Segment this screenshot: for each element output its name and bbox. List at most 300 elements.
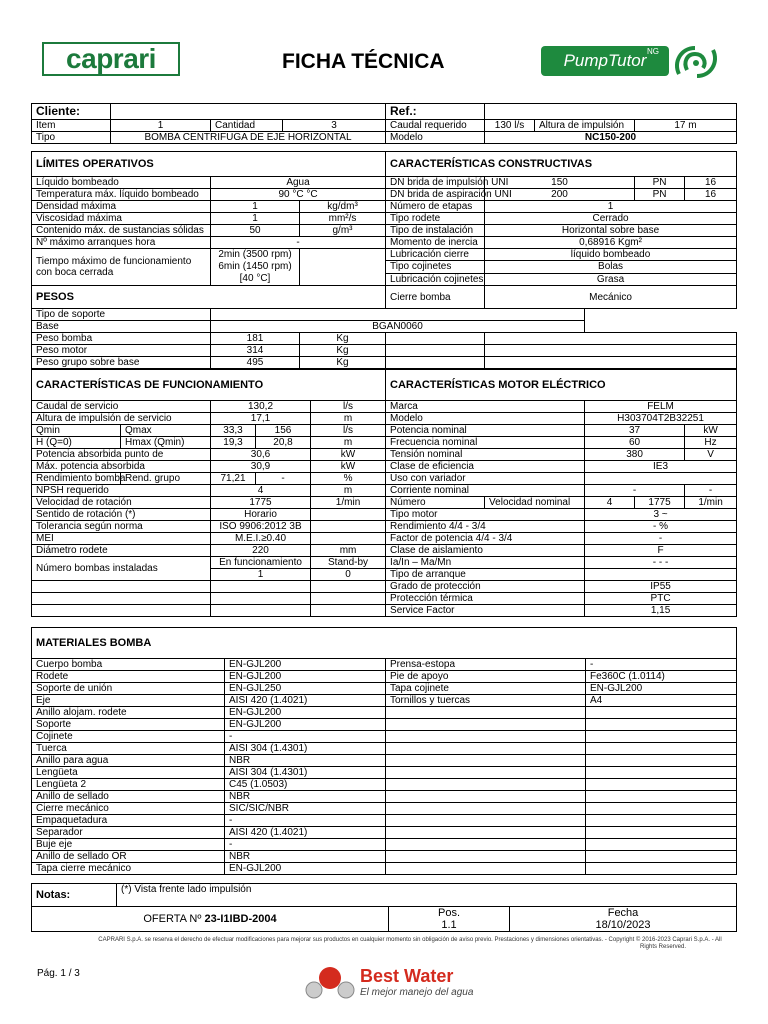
limit-unit: kg/dm³ [300, 201, 386, 213]
op-unit: m [311, 485, 386, 497]
motor-value: - % [585, 521, 737, 533]
material-value: NBR [225, 791, 386, 803]
op-label: Máx. potencia absorbida [32, 461, 211, 473]
material-part [386, 863, 586, 875]
material-part: Eje [32, 695, 225, 707]
pn-label: PN [635, 189, 685, 201]
material-value [586, 839, 737, 851]
limit-value: 2min (3500 rpm) 6min (1450 rpm) [40 °C] [211, 249, 300, 286]
material-value [586, 719, 737, 731]
pumptutor-sup: NG [647, 47, 659, 56]
info-cell: NC150-200 [485, 132, 737, 144]
op-unit: kW [311, 461, 386, 473]
op-value: 30,9 [211, 461, 311, 473]
material-part: Separador [32, 827, 225, 839]
material-part [386, 719, 586, 731]
constructive-label: Momento de inercia [386, 237, 485, 249]
material-value: Fe360C (1.0114) [586, 671, 737, 683]
constructive-label: Base [32, 321, 211, 333]
pn-label: PN [635, 177, 685, 189]
motor-label: Tensión nominal [386, 449, 585, 461]
op-label-2: Rend. grupo [121, 473, 211, 485]
material-value [586, 851, 737, 863]
material-value: AISI 420 (1.4021) [225, 695, 386, 707]
motor-value: 3 ~ [585, 509, 737, 521]
limit-label: Temperatura máx. líquido bombeado [32, 189, 211, 201]
material-value [586, 707, 737, 719]
pumptutor-label: PumpTutor [563, 51, 647, 70]
dn-value: 200 [485, 189, 635, 201]
op-unit [311, 593, 386, 605]
op-value-2: 156 [256, 425, 311, 437]
material-part: Cierre mecánico [32, 803, 225, 815]
op-value: 19,3 [211, 437, 256, 449]
info-cell: 17 m [635, 120, 737, 132]
weight-unit: Kg [300, 357, 386, 369]
date [510, 907, 737, 932]
material-part: Soporte de unión [32, 683, 225, 695]
table-row [32, 827, 737, 839]
motor-label: Service Factor [386, 605, 585, 617]
op-unit [311, 533, 386, 545]
best-water-tagline: El mejor manejo del agua [360, 987, 474, 998]
limit-label: Densidad máxima [32, 201, 211, 213]
constructive-label: Tipo de soporte [32, 309, 211, 321]
client-info-table [31, 103, 737, 144]
op-label: Sentido de rotación (*) [32, 509, 211, 521]
motor-label: Frecuencia nominal [386, 437, 585, 449]
weight-value: 495 [211, 357, 300, 369]
table-row [32, 707, 737, 719]
table-row [32, 449, 737, 461]
motor-label: Factor de potencia 4/4 - 3/4 [386, 533, 585, 545]
page-number: Pág. 1 / 3 [37, 968, 80, 979]
material-value: - [225, 731, 386, 743]
dn-value: 150 [485, 177, 635, 189]
table-row [32, 683, 737, 695]
material-value: EN-GJL200 [225, 707, 386, 719]
motor-value: 380 [585, 449, 685, 461]
table-row [32, 213, 737, 225]
motor-value: H303704T2B32251 [585, 413, 737, 425]
constructive-value: Mecánico [485, 286, 737, 309]
page-title: FICHA TÉCNICA [282, 50, 445, 73]
constructive-value [485, 345, 737, 357]
table-row [32, 309, 737, 321]
table-row [32, 461, 737, 473]
table-row [32, 437, 737, 449]
material-part [386, 743, 586, 755]
info-cell: Modelo [386, 132, 485, 144]
motor-label: Tipo motor [386, 509, 585, 521]
motor-value: 1,15 [585, 605, 737, 617]
material-part [386, 707, 586, 719]
info-cell: Tipo [32, 132, 111, 144]
notes-section [31, 883, 737, 932]
info-cell: 1 [111, 120, 211, 132]
constructive-value [485, 357, 737, 369]
motor-value: - [585, 485, 685, 497]
op-value: 130,2 [211, 401, 311, 413]
table-row [32, 345, 737, 357]
table-row [32, 815, 737, 827]
limit-value: Agua [211, 177, 386, 189]
info-cell: Altura de impulsión [535, 120, 635, 132]
motor-label: Rendimiento 4/4 - 3/4 [386, 521, 585, 533]
constructive-label: Tipo de instalación [386, 225, 485, 237]
table-row [32, 333, 737, 345]
material-value [586, 827, 737, 839]
pumptutor-logo [541, 46, 669, 76]
material-value: NBR [225, 755, 386, 767]
material-value: EN-GJL250 [225, 683, 386, 695]
disclaimer-rights: Rights Reserved. [640, 944, 687, 950]
op-label: Diámetro rodete [32, 545, 211, 557]
op-unit [311, 509, 386, 521]
table-row [32, 533, 737, 545]
ref-value [485, 104, 737, 120]
material-value [586, 755, 737, 767]
weight-label: Peso motor [32, 345, 211, 357]
op-value: 30,6 [211, 449, 311, 461]
op-label: Tolerancia según norma [32, 521, 211, 533]
table-row [32, 425, 737, 437]
op-label-2: Hmax (Qmin) [121, 437, 211, 449]
motor-title: CARACTERÍSTICAS MOTOR ELÉCTRICO [386, 370, 737, 401]
disclaimer: CAPRARI S.p.A. se reserva el derecho de efectuar modificaciones para mejorar sus productos en cualquier momento sin obligación de aviso previo. Prestaciones y dimensiones orientativas. - Copyright © 2016-2023 Caprari S.p.A. - All [98, 937, 722, 943]
op-value: Horario [211, 509, 311, 521]
weight-label: Peso bomba [32, 333, 211, 345]
material-part: Prensa-estopa [386, 659, 586, 671]
op-label: Qmin [32, 425, 121, 437]
op-value-2: - [256, 473, 311, 485]
op-value [211, 581, 311, 593]
material-part [386, 851, 586, 863]
op-value-2: 20,8 [256, 437, 311, 449]
table-row [32, 189, 737, 201]
motor-label: Modelo [386, 413, 585, 425]
op-value: 4 [211, 485, 311, 497]
weight-label: Peso grupo sobre base [32, 357, 211, 369]
material-part: Soporte [32, 719, 225, 731]
material-value: - [586, 659, 737, 671]
pumps-standby-label: Stand-by [311, 557, 386, 569]
limit-value: 1 [211, 213, 300, 225]
table-row [32, 743, 737, 755]
table-row [32, 201, 737, 213]
weight-value: 314 [211, 345, 300, 357]
material-part [386, 827, 586, 839]
op-label: NPSH requerido [32, 485, 211, 497]
material-value [586, 743, 737, 755]
op-value: ISO 9906:2012 3B [211, 521, 311, 533]
offer-value: 23-I1IBD-2004 [204, 912, 277, 925]
constructive-value [485, 333, 737, 345]
material-part: Buje eje [32, 839, 225, 851]
info-cell: 3 [283, 120, 386, 132]
constructive-value [211, 309, 585, 321]
constructive-label [386, 345, 485, 357]
limit-value: 90 °C °C [211, 189, 386, 201]
material-part [386, 791, 586, 803]
op-unit: m [311, 437, 386, 449]
caprari-logo: caprari [42, 42, 180, 76]
motor-label-2: Velocidad nominal [485, 497, 585, 509]
constructive-value: 0,68916 Kgm² [485, 237, 737, 249]
material-value: EN-GJL200 [586, 683, 737, 695]
motor-value: IE3 [585, 461, 737, 473]
materials-title: MATERIALES BOMBA [32, 628, 737, 659]
best-water-name: Best Water [360, 966, 454, 986]
material-part: Anillo de sellado [32, 791, 225, 803]
constructive-label: Tipo cojinetes [386, 261, 485, 273]
motor-label: Ia/In – Ma/Mn [386, 557, 585, 569]
date-label: Fecha [607, 907, 639, 919]
table-row [32, 237, 737, 249]
client-label: Cliente: [32, 104, 111, 120]
material-part [386, 731, 586, 743]
material-part: Lengüeta 2 [32, 779, 225, 791]
table-row [32, 521, 737, 533]
table-row [32, 719, 737, 731]
limit-unit [300, 249, 386, 286]
table-row [32, 249, 737, 261]
op-unit [311, 581, 386, 593]
material-value: AISI 420 (1.4021) [225, 827, 386, 839]
op-value: 1775 [211, 497, 311, 509]
table-row [32, 357, 737, 369]
pumptutor-swirl-icon [673, 44, 719, 80]
op-value: 220 [211, 545, 311, 557]
notes-text: (*) Vista frente lado impulsión [117, 884, 737, 907]
op-unit: % [311, 473, 386, 485]
limit-unit: mm²/s [300, 213, 386, 225]
material-value [586, 731, 737, 743]
pumps-installed-label: Número bombas instaladas [32, 557, 211, 581]
table-row [32, 593, 737, 605]
material-value: - [225, 815, 386, 827]
limit-label: Tiempo máximo de funcionamiento con boca cerrada [32, 249, 211, 286]
op-label: Altura de impulsión de servicio [32, 413, 211, 425]
table-row [32, 545, 737, 557]
ref-label: Ref.: [386, 104, 485, 120]
material-part: Rodete [32, 671, 225, 683]
table-row [32, 851, 737, 863]
table-row [32, 401, 737, 413]
table-row [32, 767, 737, 779]
material-value: AISI 304 (1.4301) [225, 743, 386, 755]
motor-unit: kW [685, 425, 737, 437]
table-row [32, 177, 737, 189]
material-value: SIC/SIC/NBR [225, 803, 386, 815]
material-part: Tuerca [32, 743, 225, 755]
op-label: Velocidad de rotación [32, 497, 211, 509]
weights-title: PESOS [32, 286, 386, 309]
motor-label: Tipo de arranque [386, 569, 585, 581]
material-part: Anillo para agua [32, 755, 225, 767]
material-value: - [225, 839, 386, 851]
table-row [32, 791, 737, 803]
op-unit: 1/min [311, 497, 386, 509]
motor-value: - [585, 533, 737, 545]
table-row [32, 413, 737, 425]
table-row [32, 509, 737, 521]
table-row [32, 605, 737, 617]
table-row [32, 671, 737, 683]
pos-label: Pos. [437, 907, 460, 919]
constructive-value: Cerrado [485, 213, 737, 225]
dn-label: DN brida de aspiración UNI [386, 189, 485, 201]
motor-value: 37 [585, 425, 685, 437]
op-unit [311, 521, 386, 533]
date-value: 18/10/2023 [595, 919, 651, 931]
material-part: Empaquetadura [32, 815, 225, 827]
limit-unit: g/m³ [300, 225, 386, 237]
client-value [111, 104, 386, 120]
material-value: EN-GJL200 [225, 719, 386, 731]
material-part: Pie de apoyo [386, 671, 586, 683]
op-unit: l/s [311, 401, 386, 413]
constructive-label: Lubricación cojinetes [386, 273, 485, 285]
weight-value: 181 [211, 333, 300, 345]
material-part: Anillo de sellado OR [32, 851, 225, 863]
motor-label: Clase de aislamiento [386, 545, 585, 557]
table-row [32, 473, 737, 485]
motor-label: Clase de eficiencia [386, 461, 585, 473]
operation-section [31, 369, 737, 617]
material-part [386, 803, 586, 815]
pumps-running-value: 1 [211, 569, 311, 581]
info-cell: Cantidad [211, 120, 283, 132]
motor-value: PTC [585, 593, 737, 605]
motor-label: Potencia nominal [386, 425, 585, 437]
op-value: M.E.I.≥0.40 [211, 533, 311, 545]
material-value: EN-GJL200 [225, 671, 386, 683]
operation-title: CARACTERÍSTICAS DE FUNCIONAMIENTO [32, 370, 386, 401]
limit-label: Viscosidad máxima [32, 213, 211, 225]
limit-value: 1 [211, 201, 300, 213]
constructive-label: Tipo rodete [386, 213, 485, 225]
material-part: Cuerpo bomba [32, 659, 225, 671]
op-label: Rendimiento bomba [32, 473, 121, 485]
constructive-label [386, 357, 485, 369]
op-label: MEI [32, 533, 211, 545]
material-part: Tapa cierre mecánico [32, 863, 225, 875]
notes-label: Notas: [32, 884, 117, 907]
material-part: Tornillos y tuercas [386, 695, 586, 707]
table-row [32, 803, 737, 815]
constructive-value: BGAN0060 [211, 321, 585, 333]
material-value [586, 863, 737, 875]
constructive-value: Horizontal sobre base [485, 225, 737, 237]
material-part: Lengüeta [32, 767, 225, 779]
motor-unit: Hz [685, 437, 737, 449]
pumps-running-label: En funcionamiento [211, 557, 311, 569]
offer-number [32, 907, 389, 932]
table-row [32, 485, 737, 497]
constructive-value: Grasa [485, 273, 737, 285]
material-value [586, 791, 737, 803]
table-row [32, 659, 737, 671]
material-value [586, 815, 737, 827]
material-value: EN-GJL200 [225, 659, 386, 671]
material-part: Anillo alojam. rodete [32, 707, 225, 719]
limit-value: - [211, 237, 386, 249]
op-label [32, 581, 211, 593]
constructive-value: Bolas [485, 261, 737, 273]
constructive-value: 1 [485, 201, 737, 213]
table-row [32, 695, 737, 707]
motor-value: 60 [585, 437, 685, 449]
motor-unit: 1/min [685, 497, 737, 509]
weight-unit: Kg [300, 333, 386, 345]
motor-value: F [585, 545, 737, 557]
material-value: AISI 304 (1.4301) [225, 767, 386, 779]
info-cell: BOMBA CENTRIFUGA DE EJE HORIZONTAL [111, 132, 386, 144]
material-value [586, 767, 737, 779]
table-row [32, 581, 737, 593]
info-cell: 130 l/s [485, 120, 535, 132]
limit-label: Nº máximo arranques hora [32, 237, 211, 249]
op-label: Potencia absorbida punto de [32, 449, 211, 461]
dn-label: DN brida de impulsión UNI [386, 177, 485, 189]
motor-value: IP55 [585, 581, 737, 593]
material-value [586, 803, 737, 815]
constructive-label: Número de etapas [386, 201, 485, 213]
constructive-label [386, 333, 485, 345]
constructive-label: Lubricación cierre [386, 249, 485, 261]
motor-label: Uso con variador [386, 473, 585, 485]
table-row [32, 557, 737, 569]
pn-value: 16 [685, 189, 737, 201]
material-part: Tapa cojinete [386, 683, 586, 695]
table-row [32, 321, 737, 333]
table-row [32, 225, 737, 237]
op-value: 17,1 [211, 413, 311, 425]
limit-label: Contenido máx. de sustancias sólidas [32, 225, 211, 237]
motor-unit: V [685, 449, 737, 461]
op-value [211, 593, 311, 605]
op-value [211, 605, 311, 617]
material-value: NBR [225, 851, 386, 863]
op-value: 33,3 [211, 425, 256, 437]
material-value [586, 779, 737, 791]
op-unit: m [311, 413, 386, 425]
motor-value: 4 [585, 497, 635, 509]
pumps-standby-value: 0 [311, 569, 386, 581]
material-part: Cojinete [32, 731, 225, 743]
limit-value: 50 [211, 225, 300, 237]
best-water-logo-icon [304, 964, 358, 1000]
motor-value: - - - [585, 557, 737, 569]
op-label: Caudal de servicio [32, 401, 211, 413]
table-row [32, 731, 737, 743]
material-part [386, 839, 586, 851]
weight-unit: Kg [300, 345, 386, 357]
table-row [32, 755, 737, 767]
motor-label: Corriente nominal [386, 485, 585, 497]
offer-label: OFERTA Nº [143, 912, 205, 925]
material-part [386, 779, 586, 791]
info-cell: Item [32, 120, 111, 132]
constructive-label: Cierre bomba [386, 286, 485, 309]
limits-section [31, 151, 737, 369]
material-part [386, 767, 586, 779]
motor-value [585, 569, 737, 581]
table-row [32, 779, 737, 791]
constructive-title: CARACTERÍSTICAS CONSTRUCTIVAS [386, 152, 737, 177]
op-value: 71,21 [211, 473, 256, 485]
